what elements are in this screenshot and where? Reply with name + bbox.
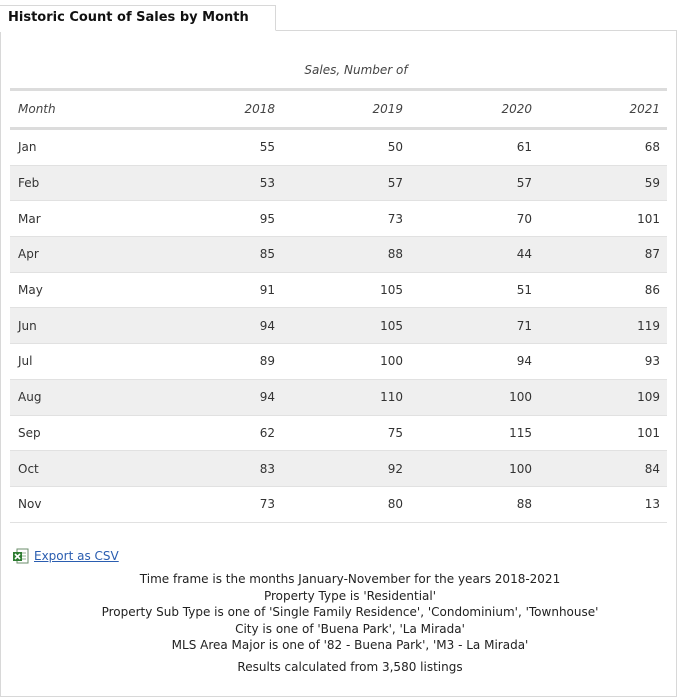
sales-count-cell: 85 bbox=[259, 247, 275, 262]
sales-count-cell: 91 bbox=[259, 283, 275, 298]
table-body bbox=[10, 130, 667, 523]
sales-count-cell: 101 bbox=[637, 425, 660, 440]
column-header: 2018 bbox=[244, 102, 275, 116]
sales-count-cell: 100 bbox=[509, 461, 532, 476]
table-row bbox=[10, 344, 667, 380]
column-header: Month bbox=[18, 102, 56, 116]
sales-count-cell: 88 bbox=[516, 497, 532, 512]
sales-count-cell: 61 bbox=[516, 140, 532, 155]
report-tab[interactable] bbox=[0, 5, 276, 31]
month-cell: Jan bbox=[18, 140, 37, 155]
table-row bbox=[10, 201, 667, 237]
sales-count-cell: 115 bbox=[509, 425, 532, 440]
month-cell: May bbox=[18, 283, 43, 298]
sales-count-cell: 73 bbox=[387, 211, 403, 226]
table-header-row bbox=[10, 91, 667, 127]
month-cell: Nov bbox=[18, 497, 42, 512]
criteria-line: Property Type is 'Residential' bbox=[263, 588, 437, 603]
table-row bbox=[10, 487, 667, 523]
table-row bbox=[10, 451, 667, 487]
sales-count-cell: 94 bbox=[516, 354, 532, 369]
criteria-line: Time frame is the months January-November for the years 2018-2021 bbox=[139, 572, 561, 586]
sales-count-cell: 83 bbox=[259, 461, 275, 476]
table-row bbox=[10, 380, 667, 416]
table-row bbox=[10, 166, 667, 202]
sales-count-cell: 87 bbox=[644, 247, 660, 262]
sales-count-cell: 57 bbox=[516, 176, 532, 191]
month-cell: Mar bbox=[18, 211, 41, 226]
report-title: Historic Count of Sales by Month bbox=[8, 10, 249, 25]
sales-count-cell: 57 bbox=[387, 176, 403, 191]
sales-count-cell: 44 bbox=[516, 247, 532, 262]
sales-count-cell: 94 bbox=[259, 390, 275, 405]
criteria-line: MLS Area Major is one of '82 - Buena Park', 'M3 - La Mirada' bbox=[171, 638, 529, 652]
sales-count-cell: 86 bbox=[644, 283, 660, 298]
sales-count-cell: 105 bbox=[380, 318, 403, 333]
sales-count-cell: 51 bbox=[516, 283, 532, 298]
sales-count-cell: 80 bbox=[387, 497, 403, 512]
sales-count-cell: 100 bbox=[509, 390, 532, 405]
table-super-header: Sales, Number of bbox=[304, 63, 408, 77]
month-cell: Sep bbox=[18, 425, 41, 440]
csv-icon[interactable] bbox=[12, 548, 30, 564]
sales-count-cell: 75 bbox=[387, 425, 403, 440]
criteria-line: Property Sub Type is one of 'Single Family Residence', 'Condominium', 'Townhouse' bbox=[101, 605, 599, 619]
column-header: 2021 bbox=[629, 102, 660, 116]
column-header: 2019 bbox=[372, 102, 403, 116]
sales-count-cell: 68 bbox=[644, 140, 660, 155]
sales-count-cell: 70 bbox=[516, 211, 532, 226]
sales-count-cell: 50 bbox=[387, 140, 403, 155]
sales-count-cell: 101 bbox=[637, 211, 660, 226]
tab-border-gap bbox=[0, 30, 275, 32]
sales-table bbox=[10, 52, 667, 523]
column-header: 2020 bbox=[501, 102, 532, 116]
month-cell: Jul bbox=[18, 354, 33, 369]
month-cell: Aug bbox=[18, 390, 42, 405]
sales-count-cell: 92 bbox=[387, 461, 403, 476]
criteria-line: City is one of 'Buena Park', 'La Mirada' bbox=[235, 621, 465, 636]
month-cell: Feb bbox=[18, 176, 40, 191]
sales-count-cell: 62 bbox=[259, 425, 275, 440]
month-cell: Jun bbox=[18, 318, 37, 333]
report-criteria bbox=[0, 571, 680, 675]
results-count: Results calculated from 3,580 listings bbox=[237, 659, 463, 674]
export-csv-link[interactable]: Export as CSV bbox=[34, 549, 119, 563]
sales-count-cell: 100 bbox=[380, 354, 403, 369]
sales-count-cell: 71 bbox=[516, 318, 532, 333]
sales-count-cell: 93 bbox=[644, 354, 660, 369]
table-row bbox=[10, 308, 667, 344]
sales-count-cell: 53 bbox=[259, 176, 275, 191]
table-row bbox=[10, 130, 667, 166]
table-row bbox=[10, 416, 667, 452]
month-cell: Apr bbox=[18, 247, 39, 262]
sales-count-cell: 95 bbox=[259, 211, 275, 226]
sales-count-cell: 94 bbox=[259, 318, 275, 333]
table-row bbox=[10, 237, 667, 273]
sales-count-cell: 109 bbox=[637, 390, 660, 405]
sales-count-cell: 84 bbox=[644, 461, 660, 476]
sales-count-cell: 110 bbox=[380, 390, 403, 405]
sales-count-cell: 105 bbox=[380, 283, 403, 298]
month-cell: Oct bbox=[18, 461, 39, 476]
table-row bbox=[10, 273, 667, 309]
sales-count-cell: 119 bbox=[637, 318, 660, 333]
sales-count-cell: 88 bbox=[387, 247, 403, 262]
sales-count-cell: 73 bbox=[259, 497, 275, 512]
sales-count-cell: 13 bbox=[644, 497, 660, 512]
sales-count-cell: 55 bbox=[259, 140, 275, 155]
sales-count-cell: 89 bbox=[259, 354, 275, 369]
export-csv[interactable] bbox=[12, 548, 119, 564]
sales-count-cell: 59 bbox=[644, 176, 660, 191]
